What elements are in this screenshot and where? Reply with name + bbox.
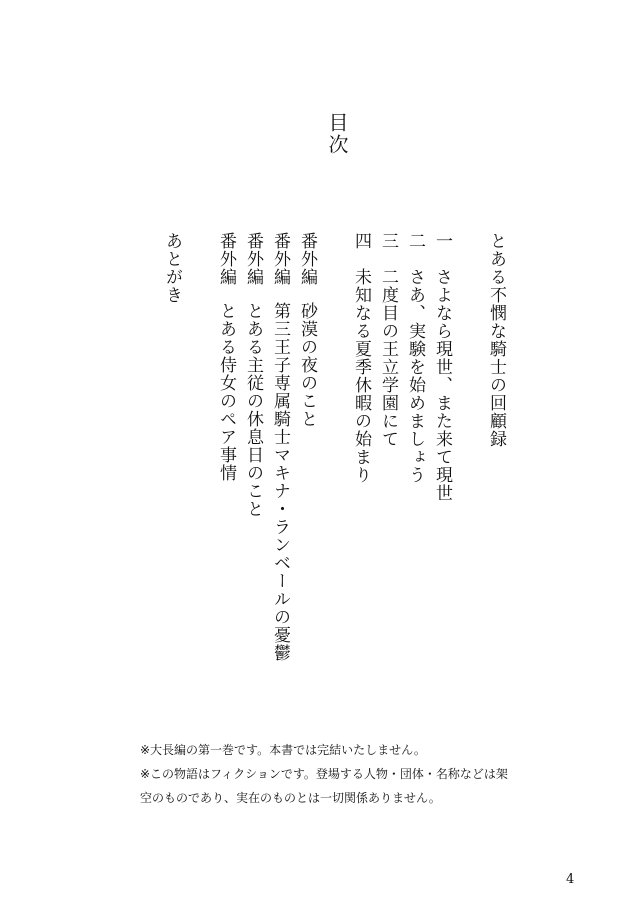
chapter-1-number: 一 bbox=[432, 232, 452, 250]
extra-1-label: 番外編 bbox=[297, 232, 317, 286]
note-3: 空のものであり、実在のものとは一切関係ありません。 bbox=[140, 791, 441, 805]
chapter-2-number: 二 bbox=[405, 232, 425, 250]
note-2: ※この物語はフィクションです。登場する人物・団体・名称などは架 bbox=[140, 767, 508, 781]
chapter-4-number: 四 bbox=[351, 232, 371, 250]
extra-3-label: 番外編 bbox=[243, 232, 263, 286]
extra-4-label: 番外編 bbox=[216, 232, 236, 286]
extra-4-title: とある侍女のペア事情 bbox=[216, 302, 236, 482]
note-1: ※大長編の第一巻です。本書では完結いたしません。 bbox=[140, 743, 426, 757]
afterword: あとがき bbox=[162, 232, 182, 304]
chapter-2-title: さあ、実験を始めましょう bbox=[405, 268, 425, 484]
extra-3-title: とある主従の休息日のこと bbox=[243, 302, 263, 518]
book-title: とある不憫な騎士の回顧録 bbox=[486, 232, 506, 448]
chapter-4-title: 未知なる夏季休暇の始まり bbox=[351, 268, 371, 484]
page-number: 4 bbox=[566, 872, 575, 887]
toc-title: 目次 bbox=[325, 112, 349, 156]
chapter-3-title: 二度目の王立学園にて bbox=[378, 268, 398, 448]
extra-1-title: 砂漠の夜のこと bbox=[297, 302, 317, 428]
extra-2-title: 第三王子専属騎士マキナ・ランベールの憂鬱 bbox=[270, 302, 290, 662]
notes bbox=[140, 738, 580, 810]
chapter-1-title: さよなら現世、また来て現世 bbox=[432, 268, 452, 502]
chapter-3-number: 三 bbox=[378, 232, 398, 250]
extra-2-label: 番外編 bbox=[270, 232, 290, 286]
